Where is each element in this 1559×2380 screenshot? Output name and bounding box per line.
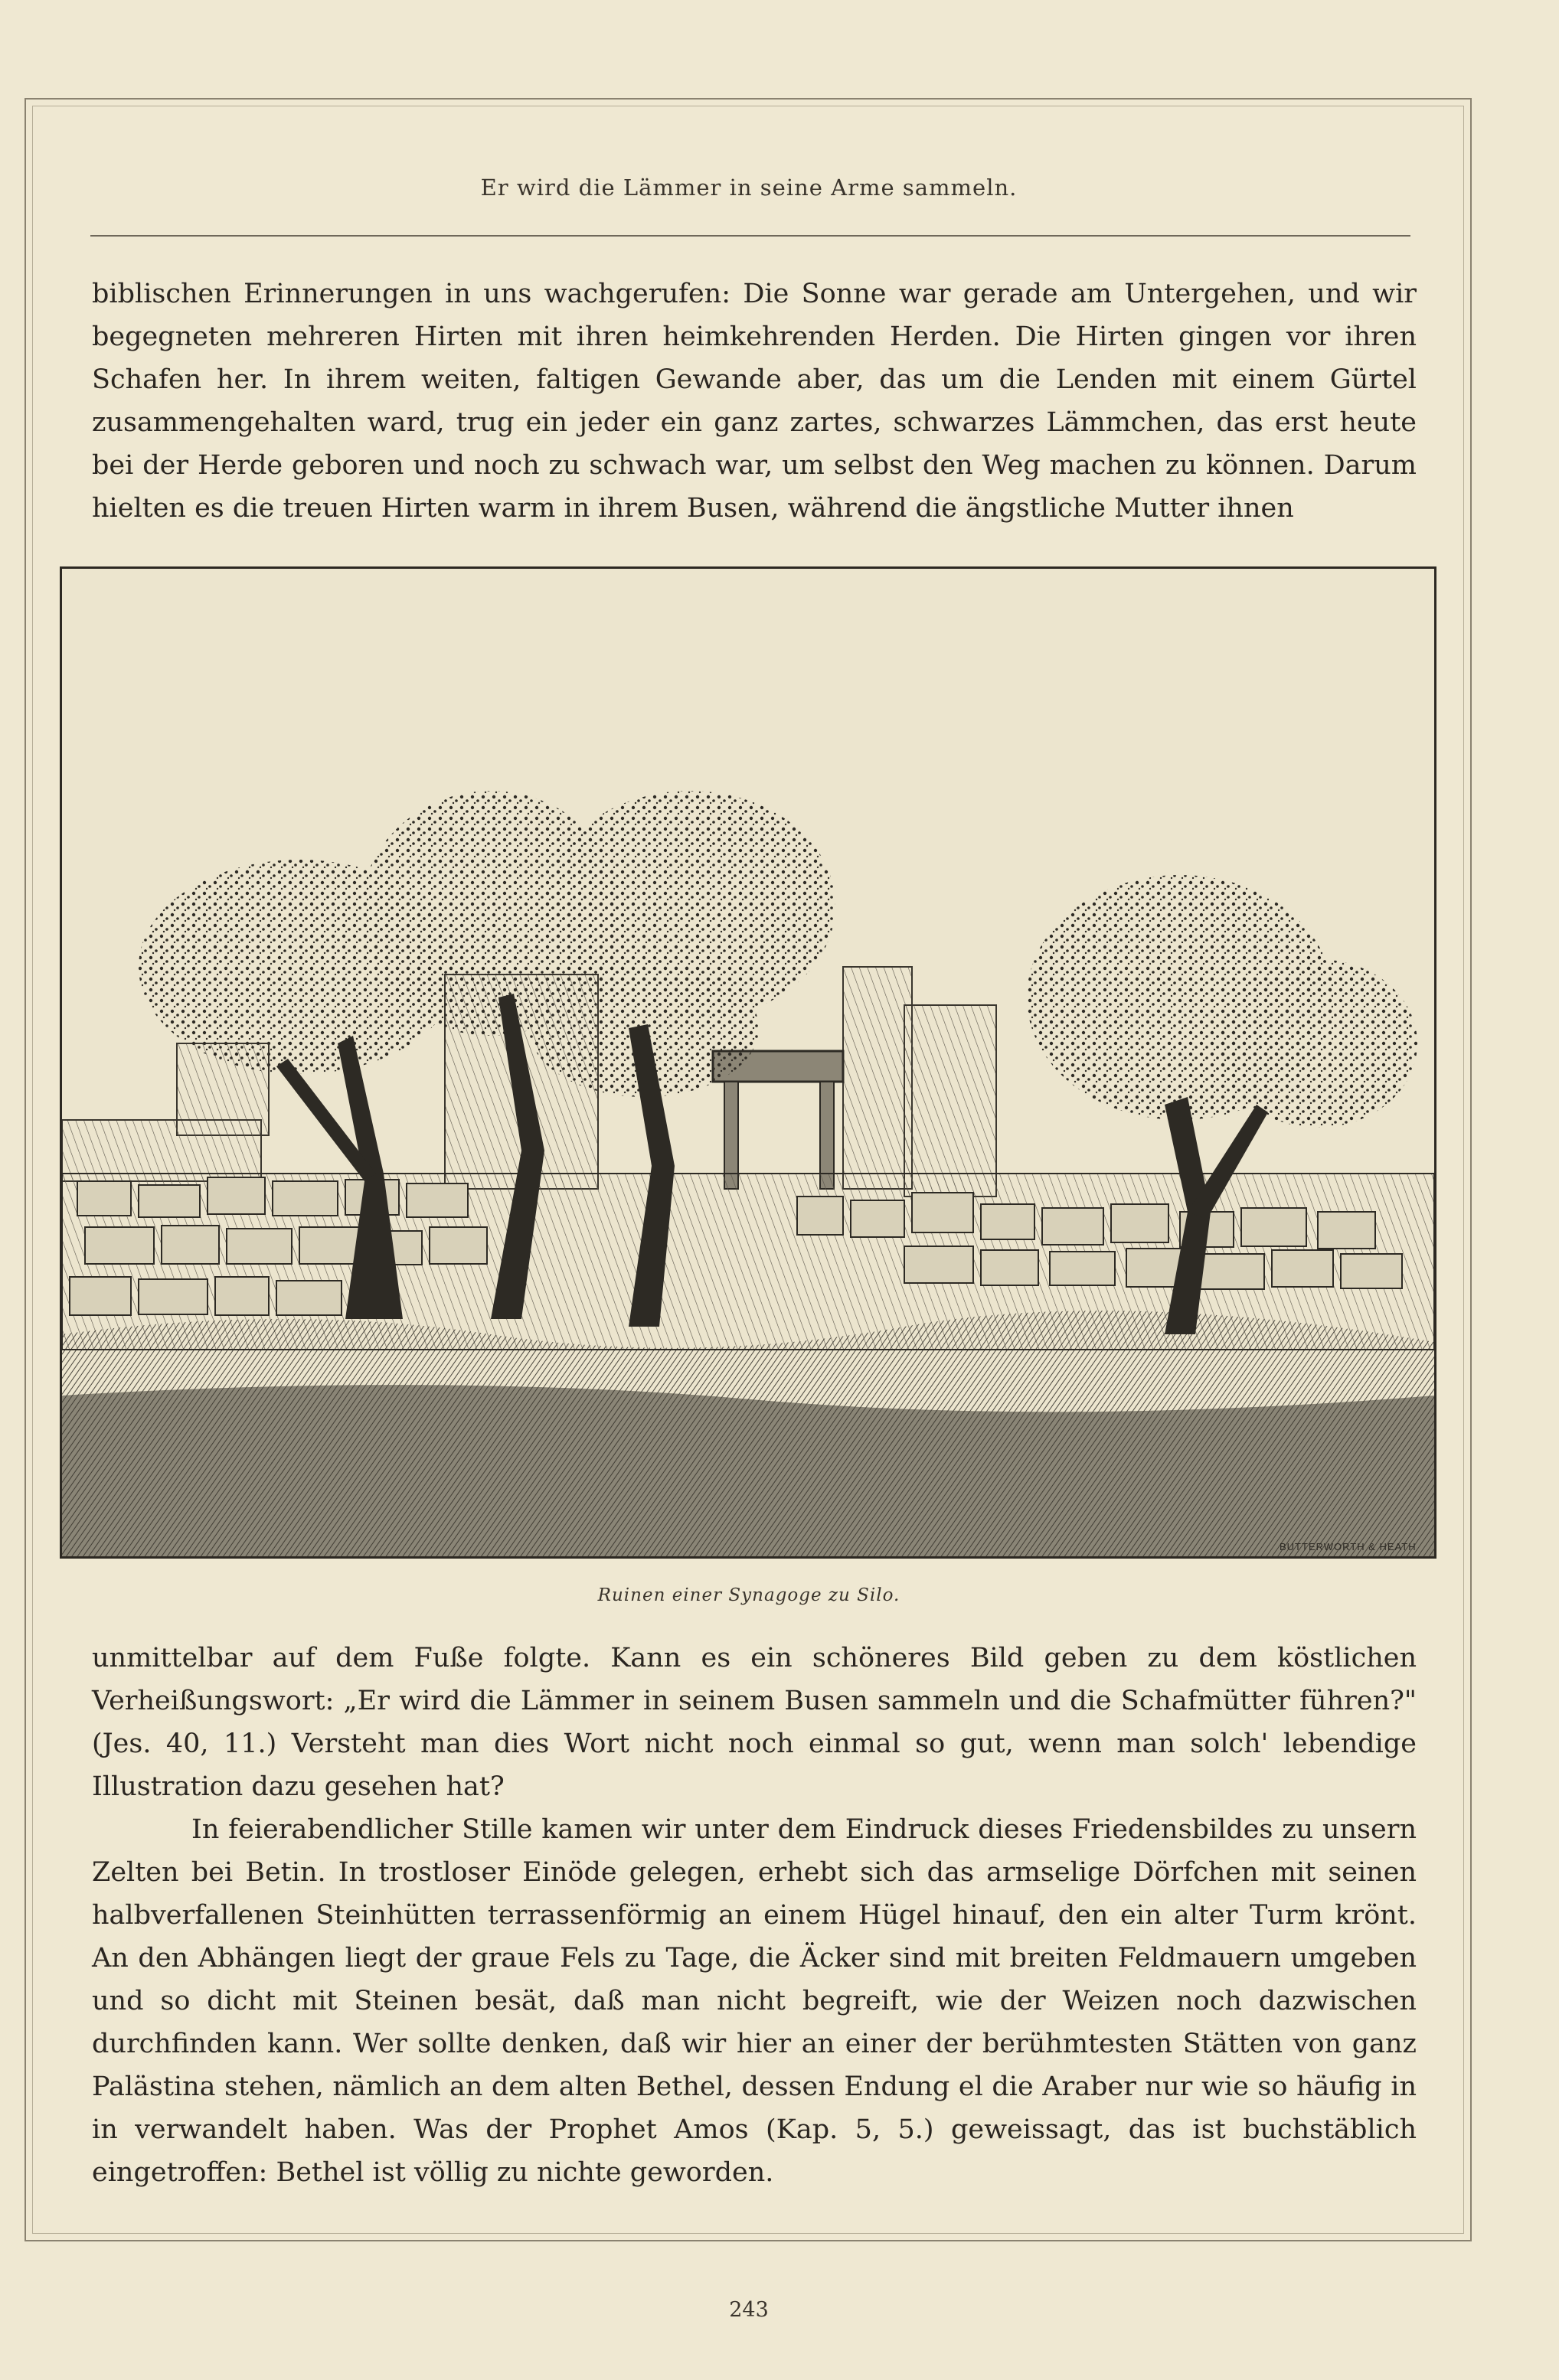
paragraph-top: biblischen Erinnerungen in uns wachgerufen: Die Sonne war gerade am Untergehen, und wir begegneten mehreren Hirten mit ihren heimkehrenden Herden. Die Hirten gingen vor ihren Schafen her. In ihrem weiten, faltigen Gewande aber, das um die Lenden mit einem Gürtel zusammengehalten ward, trug ein jeder ein ganz zartes, schwarzes Lämmchen, das erst heute bei der Herde geboren und noch zu schwach war, um selbst den Weg machen zu können. Darum hielten es die treuen Hirten warm in ihrem Busen, während die ängstliche Mutter ihnen [92,279,1417,524]
page-number: 243 [729,2298,769,2322]
paragraph-bottom-2: In feierabendlicher Stille kamen wir unter dem Eindruck dieses Friedensbildes zu unsern Zelten bei Betin. In trostloser Einöde gelegen, erhebt sich das armselige Dörfchen mit seinen halbverfallenen Steinhütten terrassenförmig an einem Hügel hinauf, den ein alter Turm krönt. An den Abhängen liegt der graue Fels zu Tage, die Äcker sind mit breiten Feldmauern umgeben und so dicht mit Steinen besät, daß man nicht begreift, wie der Weizen noch dazwischen durchfinden kann. Wer sollte denken, daß wir hier an einer der berühmtesten Stätten von ganz Palästina stehen, nämlich an dem alten Bethel, dessen Endung el die Araber nur wie so häufig in in verwandelt haben. Was der Prophet Amos (Kap. 5, 5.) geweissagt, das ist buchstäblich eingetroffen: Bethel ist völlig zu nichte geworden. [92,1814,1417,2188]
engraving-synagogue-ruins [60,566,1436,1559]
engraver-signature: BUTTERWORTH & HEATH [1280,1541,1417,1552]
running-head: Er wird die Lämmer in seine Arme sammeln. [480,175,1018,201]
body-text-top [92,273,1417,530]
header-rule [90,235,1410,237]
illustration-caption: Ruinen einer Synagoge zu Silo. [597,1585,900,1605]
body-text-bottom [92,1637,1417,2194]
paragraph-bottom-1: unmittelbar auf dem Fuße folgte. Kann es ein schöneres Bild geben zu dem köstlichen Verheißungswort: „Er wird die Lämmer in seinem Busen sammeln und die Schafmütter führen?" (Jes. 40, 11.) Versteht man dies Wort nicht noch einmal so gut, wenn man solch' lebendige Illustration dazu gesehen hat? [92,1643,1417,1802]
